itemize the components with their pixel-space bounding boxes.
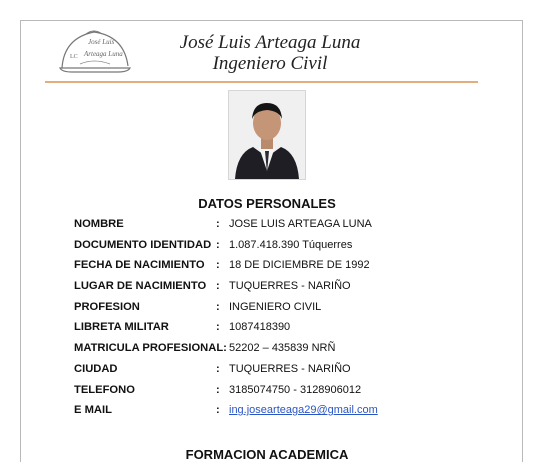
info-label: MATRICULA PROFESIONAL: xyxy=(74,342,227,355)
info-value: 52202 – 435839 NRÑ xyxy=(229,342,336,355)
info-label: LUGAR DE NACIMIENTO xyxy=(74,280,207,293)
info-colon: : xyxy=(216,300,220,313)
info-value: INGENIERO CIVIL xyxy=(229,300,322,313)
info-colon: : xyxy=(216,238,220,251)
header-divider xyxy=(45,81,478,83)
info-colon: : xyxy=(216,218,220,230)
header-name: José Luis Arteaga Luna xyxy=(179,32,361,53)
portrait-photo-icon xyxy=(229,91,305,179)
info-colon: : xyxy=(216,280,220,293)
info-colon: : xyxy=(216,383,220,396)
info-label: LIBRETA MILITAR xyxy=(74,321,169,334)
info-value: 1087418390 xyxy=(229,321,291,334)
info-value: 3185074750 - 3128906012 xyxy=(229,383,362,396)
info-label: NOMBRE xyxy=(74,218,124,230)
info-colon: : xyxy=(216,321,220,334)
info-label: E MAIL xyxy=(74,404,112,417)
info-value: 1.087.418.390 Túquerres xyxy=(229,238,353,251)
info-label: PROFESION xyxy=(74,300,140,313)
info-value: TUQUERRES - NARIÑO xyxy=(229,362,351,375)
logo-initials: LC xyxy=(70,54,78,60)
info-colon: : xyxy=(216,362,220,375)
logo-text-bottom: Arteaga Luna xyxy=(84,50,123,58)
profile-photo xyxy=(228,90,306,180)
info-value: TUQUERRES - NARIÑO xyxy=(229,280,351,293)
info-label: CIUDAD xyxy=(74,362,118,375)
hard-hat-logo xyxy=(58,24,132,74)
section-title-personal-data: DATOS PERSONALES xyxy=(198,196,336,211)
logo-text-top: José Luis xyxy=(88,38,115,46)
info-colon: : xyxy=(216,404,220,417)
info-value: JOSE LUIS ARTEAGA LUNA xyxy=(229,218,372,230)
info-label: TELEFONO xyxy=(74,383,135,396)
info-label: DOCUMENTO IDENTIDAD xyxy=(74,238,212,251)
info-colon: : xyxy=(216,259,220,272)
section-title-academic: FORMACION ACADEMICA xyxy=(185,447,349,462)
info-label: FECHA DE NACIMIENTO xyxy=(74,259,205,272)
header-profession: Ingeniero Civil xyxy=(212,53,328,74)
email-link[interactable]: ing.josearteaga29@gmail.com xyxy=(229,404,378,417)
info-value: 18 DE DICIEMBRE DE 1992 xyxy=(229,259,370,272)
